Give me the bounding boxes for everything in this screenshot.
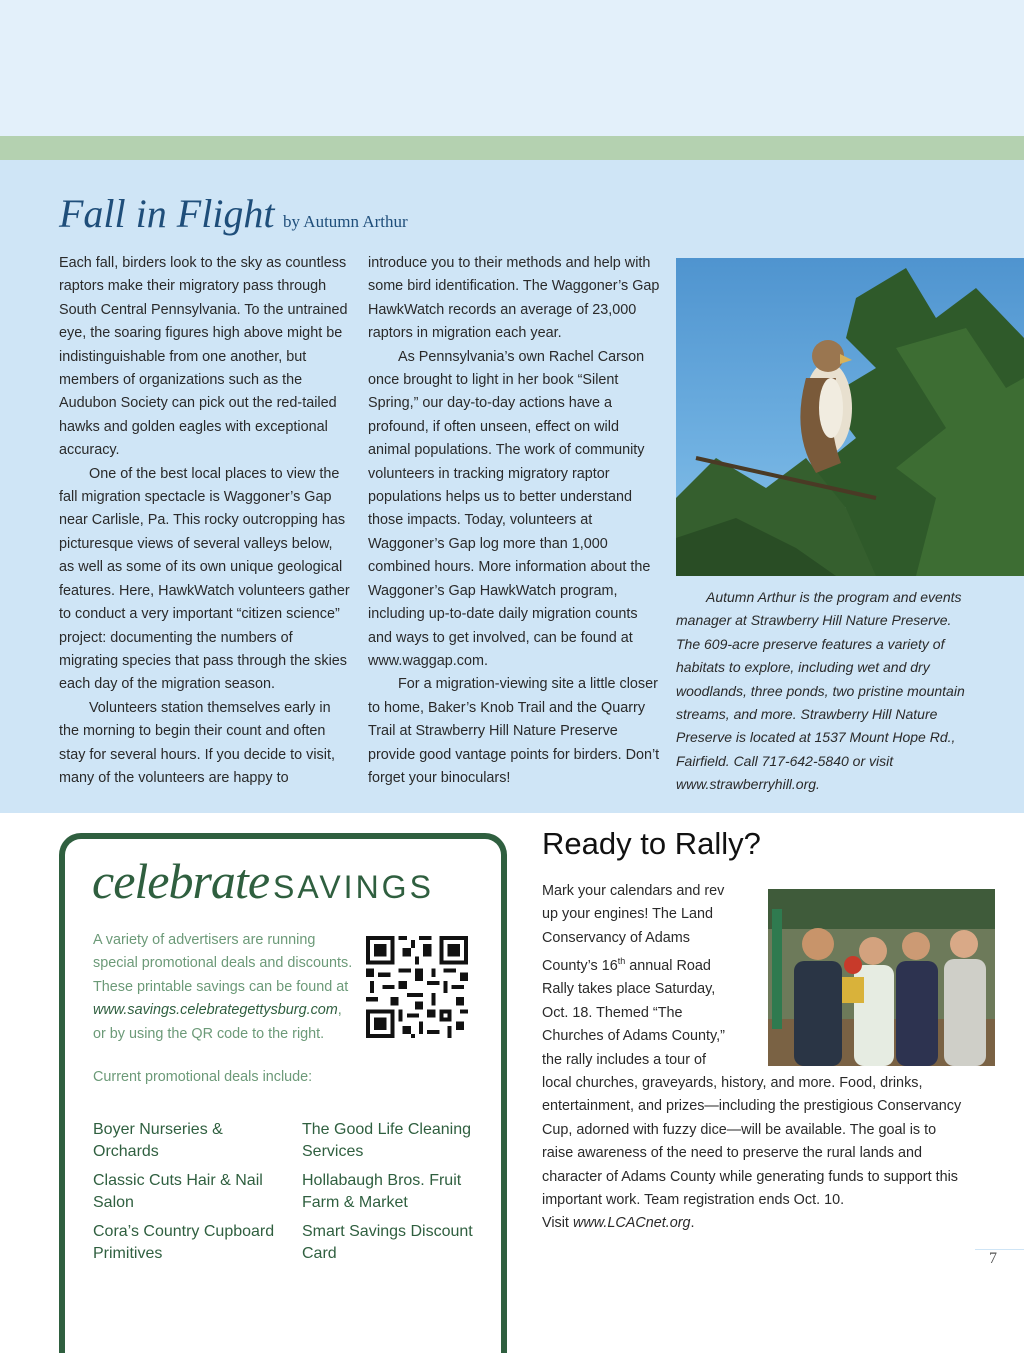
hawk-photo — [676, 258, 1024, 576]
savings-intro — [93, 929, 355, 1046]
divider-band — [0, 136, 1024, 160]
deal-item: Hollabaugh Bros. Fruit Farm & Market — [302, 1172, 462, 1211]
deal-item: The Good Life Cleaning Services — [302, 1121, 471, 1160]
header-band — [0, 0, 1024, 136]
paragraph: For a migration-viewing site a little closer to home, Baker’s Knob Trail and the Quarry Trail at Strawberry Hill Nature Preserve provide good vantage points for birders. Don’t forget your binoculars! — [368, 676, 660, 786]
deal-item: Boyer Nurseries & Orchards — [93, 1121, 223, 1160]
promo-heading: Current promotional deals include: — [93, 1069, 313, 1085]
rally-title: Ready to Rally? — [542, 826, 761, 861]
deal-item: Cora’s Country Cupboard Primitives — [93, 1223, 275, 1262]
visit-end: . — [690, 1215, 695, 1232]
article-title-text: Fall in Flight — [59, 191, 275, 236]
rally-link[interactable]: www.LCACnet.org — [572, 1215, 691, 1232]
savings-link[interactable]: www.savings.celebrategettysburg.com — [93, 1002, 338, 1019]
article-byline: by Autumn Arthur — [283, 212, 408, 231]
photo-caption — [676, 586, 966, 797]
deal-item: Classic Cuts Hair & Nail Salon — [93, 1172, 263, 1211]
celebrate-script: celebrate — [92, 853, 270, 909]
paragraph: Each fall, birders look to the sky as countless raptors make their migratory pass through South Central Pennsylvania. To the untrained eye, the soaring figures high above might be indistinguishable from one another, but members of organizations such as the Audubon Society can pick out the red-tailed hawks and golden eagles with exceptional accuracy. — [59, 255, 348, 459]
qr-code[interactable] — [366, 936, 468, 1038]
paragraph: Volunteers station themselves early in the morning to begin their count and often stay for several hours. If you decide to visit, many of the volunteers are happy to — [59, 699, 335, 786]
rally-superscript: th — [617, 956, 626, 967]
paragraph: As Pennsylvania’s own Rachel Carson once brought to light in her book “Silent Spring,” our day-to-day actions have a profound, if often unseen, effect on wild animal populations. The work of community volunteers in tracking migratory raptor populations helps us to better understand those impacts. Today, volunteers at Waggoner’s Gap log more than 1,000 combined hours. More information about the Waggoner’s Gap HawkWatch program, including up-to-date daily migration counts and ways to get involved, can be found at www.waggap.com. — [368, 348, 651, 669]
intro-text: A variety of advertisers are running special promotional deals and discounts. These printable savings can be found at — [93, 932, 353, 995]
visit-label: Visit — [542, 1215, 573, 1232]
deal-item: Smart Savings Discount Card — [302, 1223, 473, 1262]
rally-visit — [542, 1212, 962, 1235]
rally-text: Mark your calendars and rev up your engines! The Land Conservancy of Adams County’s 16 — [542, 883, 725, 975]
rally-photo — [768, 889, 995, 1066]
hawk-illustration — [676, 258, 1024, 576]
page-number: 7 — [989, 1250, 997, 1267]
rally-text: annual Road Rally takes place Saturday, Oct. 18. Themed “The Churches of Adams County,” the rally includes a tour of local churches, graveyards, history, and more. Food, drinks, entertainment, and prizes—including the prestigious Conservancy Cup, adorned with fuzzy dice—will be available. The goal is to raise awareness of the need to preserve the rural lands and character of Adams County while generating funds to support this important work. Team registration ends Oct. 10. — [542, 958, 962, 1209]
article-title — [59, 190, 408, 237]
paragraph: introduce you to their methods and help with some bird identification. The Waggoner’s Gap HawkWatch records an average of 23,000 raptors in migration each year. — [368, 255, 660, 342]
savings-box — [59, 833, 507, 1353]
article-column-1 — [59, 252, 351, 790]
rally-illustration — [768, 889, 995, 1066]
caption-text: Autumn Arthur is the program and events manager at Strawberry Hill Nature Preserve. The 609-acre preserve features a variety of habitats to explore, including wet and dry woodlands, three ponds, two pristine mountain streams, and more. Strawberry Hill Nature Preserve is located at 1537 Mount Hope Rd., Fairfield. Call 717-642-5840 or visit www.strawberryhill.org. — [676, 589, 965, 793]
celebrate-savings-logo — [92, 852, 434, 910]
paragraph: One of the best local places to view the fall migration spectacle is Waggoner’s Gap near Carlisle, Pa. This rocky outcropping has picturesque views of several valleys below, as well as some of its own unique geological features. Here, HawkWatch volunteers gather to conduct a very important “citizen science” project: documenting the numbers of migrating species that pass through the skies each day of the migration season. — [59, 465, 350, 693]
intro-text: , or by using the QR code to the right. — [93, 1002, 342, 1042]
article-column-2 — [368, 252, 660, 790]
savings-caps: SAVINGS — [273, 869, 434, 905]
page-rule — [975, 1249, 1024, 1250]
